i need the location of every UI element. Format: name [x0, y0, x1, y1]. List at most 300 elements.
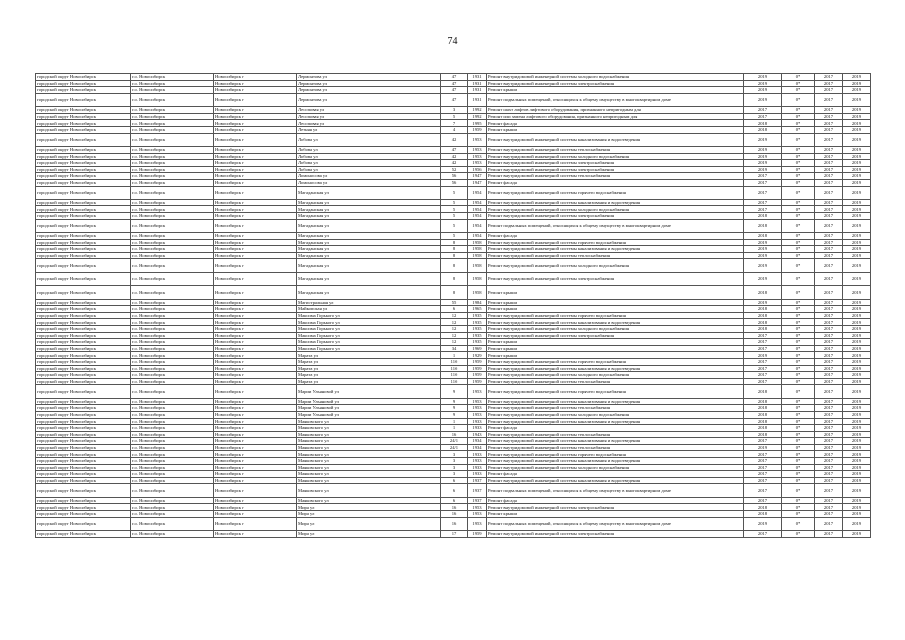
period-start-cell: 2017 — [815, 451, 843, 458]
work-type-cell: Ремонт внутридомовой инженерной системы холодного водоснабжения — [487, 206, 744, 213]
mark-cell: 0* — [782, 93, 815, 106]
mark-cell: 0* — [782, 153, 815, 160]
planned-year-cell: 2017 — [744, 471, 782, 478]
table-row — [36, 471, 871, 478]
district-cell: городской округ Новосибирск — [36, 405, 131, 412]
built-year-cell: 1958 — [468, 259, 487, 272]
table-row — [36, 319, 871, 326]
table-row — [36, 451, 871, 458]
mark-cell: 0* — [782, 471, 815, 478]
house-number-cell: 3 — [441, 458, 468, 465]
house-number-cell: 11б — [441, 372, 468, 379]
street-cell: Максима Горького ул — [297, 325, 441, 332]
period-start-cell: 2017 — [815, 332, 843, 339]
period-end-cell: 2019 — [843, 126, 871, 133]
built-year-cell: 1933 — [468, 451, 487, 458]
district-cell: городской округ Новосибирск — [36, 418, 131, 425]
table-body — [36, 74, 871, 538]
district-cell: городской округ Новосибирск — [36, 458, 131, 465]
city-cell: Новосибирск г — [214, 306, 297, 313]
mark-cell: 0* — [782, 306, 815, 313]
street-cell: Майкопская ул — [297, 306, 441, 313]
mark-cell: 0* — [782, 385, 815, 398]
house-number-cell: 8 — [441, 286, 468, 299]
house-number-cell: 8 — [441, 259, 468, 272]
mark-cell: 0* — [782, 233, 815, 240]
period-start-cell: 2017 — [815, 186, 843, 199]
table-row — [36, 259, 871, 272]
period-start-cell: 2017 — [815, 133, 843, 146]
settlement-cell: г.о. Новосибирск — [131, 186, 214, 199]
street-cell: Марата ул — [297, 352, 441, 359]
table-row — [36, 385, 871, 398]
period-end-cell: 2019 — [843, 425, 871, 432]
mark-cell: 0* — [782, 246, 815, 253]
city-cell: Новосибирск г — [214, 458, 297, 465]
table-row — [36, 299, 871, 306]
district-cell: городской округ Новосибирск — [36, 471, 131, 478]
work-type-cell: Ремонт фасада — [487, 471, 744, 478]
work-type-cell: Ремонт фасада — [487, 179, 744, 186]
street-cell: Магаданская ул — [297, 206, 441, 213]
work-type-cell: Ремонт внутридомовой инженерной системы канализования и водоотведения — [487, 458, 744, 465]
mark-cell: 0* — [782, 206, 815, 213]
street-cell: Магаданская ул — [297, 199, 441, 206]
house-number-cell: 8 — [441, 239, 468, 246]
settlement-cell: г.о. Новосибирск — [131, 365, 214, 372]
built-year-cell: 1954 — [468, 233, 487, 240]
built-year-cell: 1992 — [468, 107, 487, 114]
mark-cell: 0* — [782, 358, 815, 365]
period-start-cell: 2017 — [815, 153, 843, 160]
period-end-cell: 2019 — [843, 405, 871, 412]
planned-year-cell: 2017 — [744, 477, 782, 484]
house-number-cell: 1 — [441, 352, 468, 359]
period-start-cell: 2017 — [815, 352, 843, 359]
work-type-cell: Ремонт внутридомовой инженерной системы электроснабжения — [487, 213, 744, 220]
district-cell: городской округ Новосибирск — [36, 252, 131, 259]
period-end-cell: 2019 — [843, 418, 871, 425]
district-cell: городской округ Новосибирск — [36, 166, 131, 173]
settlement-cell: г.о. Новосибирск — [131, 133, 214, 146]
district-cell: городской округ Новосибирск — [36, 464, 131, 471]
house-number-cell: 16 — [441, 511, 468, 518]
built-year-cell: 1953 — [468, 160, 487, 167]
settlement-cell: г.о. Новосибирск — [131, 385, 214, 398]
table-row — [36, 511, 871, 518]
period-end-cell: 2019 — [843, 206, 871, 213]
table-row — [36, 517, 871, 530]
planned-year-cell: 2018 — [744, 425, 782, 432]
street-cell: Маяковского ул — [297, 464, 441, 471]
period-start-cell: 2017 — [815, 239, 843, 246]
table-row — [36, 464, 871, 471]
work-type-cell: Ремонт внутридомовой инженерной системы канализования и водоотведения — [487, 365, 744, 372]
planned-year-cell: 2019 — [744, 252, 782, 259]
work-type-cell: Ремонт внутридомовой инженерной системы теплоснабжения — [487, 444, 744, 451]
mark-cell: 0* — [782, 146, 815, 153]
built-year-cell: 1958 — [468, 246, 487, 253]
street-cell: Магаданская ул — [297, 286, 441, 299]
mark-cell: 0* — [782, 484, 815, 497]
period-end-cell: 2019 — [843, 246, 871, 253]
period-end-cell: 2019 — [843, 233, 871, 240]
settlement-cell: г.о. Новосибирск — [131, 166, 214, 173]
built-year-cell: 1935 — [468, 332, 487, 339]
house-number-cell: 42 — [441, 133, 468, 146]
period-start-cell: 2017 — [815, 411, 843, 418]
district-cell: городской округ Новосибирск — [36, 411, 131, 418]
mark-cell: 0* — [782, 438, 815, 445]
settlement-cell: г.о. Новосибирск — [131, 319, 214, 326]
table-row — [36, 504, 871, 511]
work-type-cell: Ремонт крыши — [487, 299, 744, 306]
settlement-cell: г.о. Новосибирск — [131, 120, 214, 127]
city-cell: Новосибирск г — [214, 444, 297, 451]
city-cell: Новосибирск г — [214, 385, 297, 398]
built-year-cell: 1953 — [468, 133, 487, 146]
settlement-cell: г.о. Новосибирск — [131, 219, 214, 232]
planned-year-cell: 2017 — [744, 206, 782, 213]
table-row — [36, 411, 871, 418]
district-cell: городской округ Новосибирск — [36, 319, 131, 326]
table-row — [36, 484, 871, 497]
work-type-cell: Ремонт внутридомовой инженерной системы горячего водоснабжения — [487, 451, 744, 458]
settlement-cell: г.о. Новосибирск — [131, 405, 214, 412]
table-row — [36, 306, 871, 313]
house-number-cell: 1 — [441, 425, 468, 432]
work-type-cell: Ремонт крыши — [487, 345, 744, 352]
settlement-cell: г.о. Новосибирск — [131, 345, 214, 352]
work-type-cell: Ремонт внутридомовой инженерной системы канализования и водоотведения — [487, 438, 744, 445]
period-start-cell: 2017 — [815, 252, 843, 259]
district-cell: городской округ Новосибирск — [36, 107, 131, 114]
city-cell: Новосибирск г — [214, 464, 297, 471]
work-type-cell: Ремонт внутридомовой инженерной системы горячего водоснабжения — [487, 358, 744, 365]
built-year-cell: 1992 — [468, 113, 487, 120]
settlement-cell: г.о. Новосибирск — [131, 113, 214, 120]
house-number-cell: 47 — [441, 87, 468, 94]
city-cell: Новосибирск г — [214, 425, 297, 432]
work-type-cell: Ремонт внутридомовой инженерной системы горячего водоснабжения — [487, 239, 744, 246]
period-start-cell: 2017 — [815, 511, 843, 518]
period-end-cell: 2019 — [843, 80, 871, 87]
settlement-cell: г.о. Новосибирск — [131, 418, 214, 425]
work-type-cell: Ремонт внутридомовой инженерной системы холодного водоснабжения — [487, 259, 744, 272]
built-year-cell: 1934 — [468, 444, 487, 451]
built-year-cell: 1934 — [468, 438, 487, 445]
work-type-cell: Ремонт внутридомовой инженерной системы канализования и водоотведения — [487, 133, 744, 146]
settlement-cell: г.о. Новосибирск — [131, 259, 214, 272]
period-end-cell: 2019 — [843, 504, 871, 511]
house-number-cell: 52 — [441, 166, 468, 173]
settlement-cell: г.о. Новосибирск — [131, 179, 214, 186]
table-row — [36, 332, 871, 339]
mark-cell: 0* — [782, 365, 815, 372]
period-start-cell: 2017 — [815, 418, 843, 425]
planned-year-cell: 2018 — [744, 325, 782, 332]
house-number-cell: 56 — [441, 179, 468, 186]
mark-cell: 0* — [782, 504, 815, 511]
work-type-cell: Ремонт внутридомовой инженерной системы теплоснабжения — [487, 173, 744, 180]
mark-cell: 0* — [782, 213, 815, 220]
house-number-cell: 24/1 — [441, 444, 468, 451]
built-year-cell: 1959 — [468, 372, 487, 379]
table-row — [36, 80, 871, 87]
period-start-cell: 2017 — [815, 179, 843, 186]
period-start-cell: 2017 — [815, 444, 843, 451]
work-type-cell: Ремонт крыши — [487, 126, 744, 133]
table-row — [36, 358, 871, 365]
period-end-cell: 2019 — [843, 153, 871, 160]
street-cell: Летняя ул — [297, 126, 441, 133]
settlement-cell: г.о. Новосибирск — [131, 464, 214, 471]
period-end-cell: 2019 — [843, 444, 871, 451]
mark-cell: 0* — [782, 107, 815, 114]
period-start-cell: 2017 — [815, 477, 843, 484]
built-year-cell: 1931 — [468, 74, 487, 81]
street-cell: Марата ул — [297, 365, 441, 372]
mark-cell: 0* — [782, 372, 815, 379]
period-end-cell: 2019 — [843, 411, 871, 418]
house-number-cell: 9 — [441, 398, 468, 405]
planned-year-cell: 2017 — [744, 464, 782, 471]
period-start-cell: 2017 — [815, 306, 843, 313]
city-cell: Новосибирск г — [214, 272, 297, 285]
city-cell: Новосибирск г — [214, 160, 297, 167]
street-cell: Лесоповая ул — [297, 107, 441, 114]
period-end-cell: 2019 — [843, 319, 871, 326]
mark-cell: 0* — [782, 199, 815, 206]
mark-cell: 0* — [782, 113, 815, 120]
mark-cell: 0* — [782, 80, 815, 87]
work-type-cell: Ремонт внутридомовой инженерной системы горячего водоснабжения — [487, 385, 744, 398]
built-year-cell: 1954 — [468, 206, 487, 213]
period-end-cell: 2019 — [843, 213, 871, 220]
planned-year-cell: 2017 — [744, 339, 782, 346]
street-cell: Маяковского ул — [297, 484, 441, 497]
settlement-cell: г.о. Новосибирск — [131, 471, 214, 478]
district-cell: городской округ Новосибирск — [36, 332, 131, 339]
street-cell: Лобова ул — [297, 153, 441, 160]
house-number-cell: 5 — [441, 186, 468, 199]
planned-year-cell: 2017 — [744, 179, 782, 186]
district-cell: городской округ Новосибирск — [36, 497, 131, 504]
street-cell: Маяковского ул — [297, 471, 441, 478]
house-number-cell: 4 — [441, 126, 468, 133]
period-start-cell: 2017 — [815, 464, 843, 471]
planned-year-cell: 2019 — [744, 166, 782, 173]
house-number-cell: 16 — [441, 517, 468, 530]
planned-year-cell: 2017 — [744, 372, 782, 379]
planned-year-cell: 2018 — [744, 219, 782, 232]
city-cell: Новосибирск г — [214, 471, 297, 478]
city-cell: Новосибирск г — [214, 93, 297, 106]
table-row — [36, 120, 871, 127]
street-cell: Лобова ул — [297, 133, 441, 146]
district-cell: городской округ Новосибирск — [36, 272, 131, 285]
street-cell: Мира ул — [297, 504, 441, 511]
planned-year-cell: 2018 — [744, 405, 782, 412]
settlement-cell: г.о. Новосибирск — [131, 239, 214, 246]
district-cell: городской округ Новосибирск — [36, 259, 131, 272]
mark-cell: 0* — [782, 325, 815, 332]
built-year-cell: 1953 — [468, 411, 487, 418]
planned-year-cell: 2018 — [744, 319, 782, 326]
table-row — [36, 312, 871, 319]
settlement-cell: г.о. Новосибирск — [131, 325, 214, 332]
period-start-cell: 2017 — [815, 365, 843, 372]
mark-cell: 0* — [782, 252, 815, 259]
table-row — [36, 179, 871, 186]
table-row — [36, 126, 871, 133]
mark-cell: 0* — [782, 126, 815, 133]
work-type-cell: Ремонт подвальных помещений, относящихся к общему имуществу в многоквартирном доме — [487, 219, 744, 232]
mark-cell: 0* — [782, 120, 815, 127]
district-cell: городской округ Новосибирск — [36, 517, 131, 530]
table-row — [36, 365, 871, 372]
district-cell: городской округ Новосибирск — [36, 179, 131, 186]
table-row — [36, 339, 871, 346]
work-type-cell: Ремонт крыши — [487, 286, 744, 299]
settlement-cell: г.о. Новосибирск — [131, 74, 214, 81]
house-number-cell: 9 — [441, 405, 468, 412]
settlement-cell: г.о. Новосибирск — [131, 126, 214, 133]
built-year-cell: 1954 — [468, 219, 487, 232]
street-cell: Лесоповая ул — [297, 120, 441, 127]
planned-year-cell: 2018 — [744, 385, 782, 398]
house-number-cell: 6 — [441, 477, 468, 484]
period-end-cell: 2019 — [843, 471, 871, 478]
work-type-cell: Ремонт крыши — [487, 352, 744, 359]
planned-year-cell: 2018 — [744, 286, 782, 299]
table-row — [36, 477, 871, 484]
settlement-cell: г.о. Новосибирск — [131, 484, 214, 497]
built-year-cell: 1953 — [468, 405, 487, 412]
district-cell: городской округ Новосибирск — [36, 113, 131, 120]
district-cell: городской округ Новосибирск — [36, 358, 131, 365]
period-end-cell: 2019 — [843, 352, 871, 359]
table-row — [36, 239, 871, 246]
period-start-cell: 2017 — [815, 325, 843, 332]
planned-year-cell: 2018 — [744, 511, 782, 518]
work-type-cell: Ремонт внутридомовой инженерной системы канализования и водоотведения — [487, 246, 744, 253]
period-end-cell: 2019 — [843, 272, 871, 285]
planned-year-cell: 2018 — [744, 233, 782, 240]
work-type-cell: Ремонт внутридомовой инженерной системы теплоснабжения — [487, 146, 744, 153]
street-cell: Магаданская ул — [297, 186, 441, 199]
street-cell: Магаданская ул — [297, 246, 441, 253]
district-cell: городской округ Новосибирск — [36, 213, 131, 220]
city-cell: Новосибирск г — [214, 484, 297, 497]
city-cell: Новосибирск г — [214, 74, 297, 81]
settlement-cell: г.о. Новосибирск — [131, 444, 214, 451]
period-start-cell: 2017 — [815, 233, 843, 240]
period-end-cell: 2019 — [843, 239, 871, 246]
mark-cell: 0* — [782, 345, 815, 352]
work-type-cell: Ремонт крыши — [487, 339, 744, 346]
built-year-cell: 1954 — [468, 213, 487, 220]
period-start-cell: 2017 — [815, 166, 843, 173]
work-type-cell: Ремонт крыши — [487, 306, 744, 313]
city-cell: Новосибирск г — [214, 431, 297, 438]
table-row — [36, 272, 871, 285]
mark-cell: 0* — [782, 339, 815, 346]
period-end-cell: 2019 — [843, 497, 871, 504]
street-cell: Лермонтова ул — [297, 80, 441, 87]
period-start-cell: 2017 — [815, 120, 843, 127]
settlement-cell: г.о. Новосибирск — [131, 451, 214, 458]
planned-year-cell: 2018 — [744, 504, 782, 511]
house-number-cell: 5 — [441, 213, 468, 220]
period-end-cell: 2019 — [843, 325, 871, 332]
work-type-cell: Ремонт подвальных помещений, относящихся к общему имуществу в многоквартирном доме — [487, 93, 744, 106]
street-cell: Лермонтова ул — [297, 93, 441, 106]
settlement-cell: г.о. Новосибирск — [131, 398, 214, 405]
house-number-cell: 56 — [441, 173, 468, 180]
house-number-cell: 24/1 — [441, 438, 468, 445]
built-year-cell: 1953 — [468, 511, 487, 518]
period-start-cell: 2017 — [815, 458, 843, 465]
planned-year-cell: 2017 — [744, 173, 782, 180]
mark-cell: 0* — [782, 186, 815, 199]
district-cell: городской округ Новосибирск — [36, 444, 131, 451]
table-row — [36, 160, 871, 167]
settlement-cell: г.о. Новосибирск — [131, 87, 214, 94]
street-cell: Маяковского ул — [297, 458, 441, 465]
house-number-cell: 6 — [441, 484, 468, 497]
built-year-cell: 1943 — [468, 431, 487, 438]
built-year-cell: 1958 — [468, 239, 487, 246]
work-type-cell: Ремонт внутридомовой инженерной системы теплоснабжения — [487, 252, 744, 259]
built-year-cell: 1931 — [468, 80, 487, 87]
settlement-cell: г.о. Новосибирск — [131, 286, 214, 299]
period-end-cell: 2019 — [843, 531, 871, 538]
city-cell: Новосибирск г — [214, 87, 297, 94]
period-start-cell: 2017 — [815, 405, 843, 412]
period-start-cell: 2017 — [815, 146, 843, 153]
city-cell: Новосибирск г — [214, 113, 297, 120]
district-cell: городской округ Новосибирск — [36, 385, 131, 398]
work-type-cell: Ремонт или замена лифтового оборудования, признанного непригодным для — [487, 113, 744, 120]
city-cell: Новосибирск г — [214, 352, 297, 359]
period-start-cell: 2017 — [815, 378, 843, 385]
period-start-cell: 2017 — [815, 431, 843, 438]
settlement-cell: г.о. Новосибирск — [131, 411, 214, 418]
work-type-cell: Ремонт внутридомовой инженерной системы теплоснабжения — [487, 431, 744, 438]
period-start-cell: 2017 — [815, 319, 843, 326]
mark-cell: 0* — [782, 378, 815, 385]
work-type-cell: Ремонт внутридомовой инженерной системы холодного водоснабжения — [487, 74, 744, 81]
table-row — [36, 74, 871, 81]
period-end-cell: 2019 — [843, 398, 871, 405]
work-type-cell: Ремонт внутридомовой инженерной системы теплоснабжения — [487, 378, 744, 385]
period-end-cell: 2019 — [843, 160, 871, 167]
district-cell: городской округ Новосибирск — [36, 80, 131, 87]
table-row — [36, 173, 871, 180]
street-cell: Магаданская ул — [297, 259, 441, 272]
period-start-cell: 2017 — [815, 504, 843, 511]
district-cell: городской округ Новосибирск — [36, 531, 131, 538]
street-cell: Максима Горького ул — [297, 339, 441, 346]
mark-cell: 0* — [782, 444, 815, 451]
settlement-cell: г.о. Новосибирск — [131, 477, 214, 484]
work-type-cell: Ремонт внутридомовой инженерной системы канализования и водоотведения — [487, 319, 744, 326]
house-number-cell: 8 — [441, 252, 468, 259]
work-type-cell: Ремонт фасада — [487, 233, 744, 240]
city-cell: Новосибирск г — [214, 259, 297, 272]
planned-year-cell: 2017 — [744, 451, 782, 458]
